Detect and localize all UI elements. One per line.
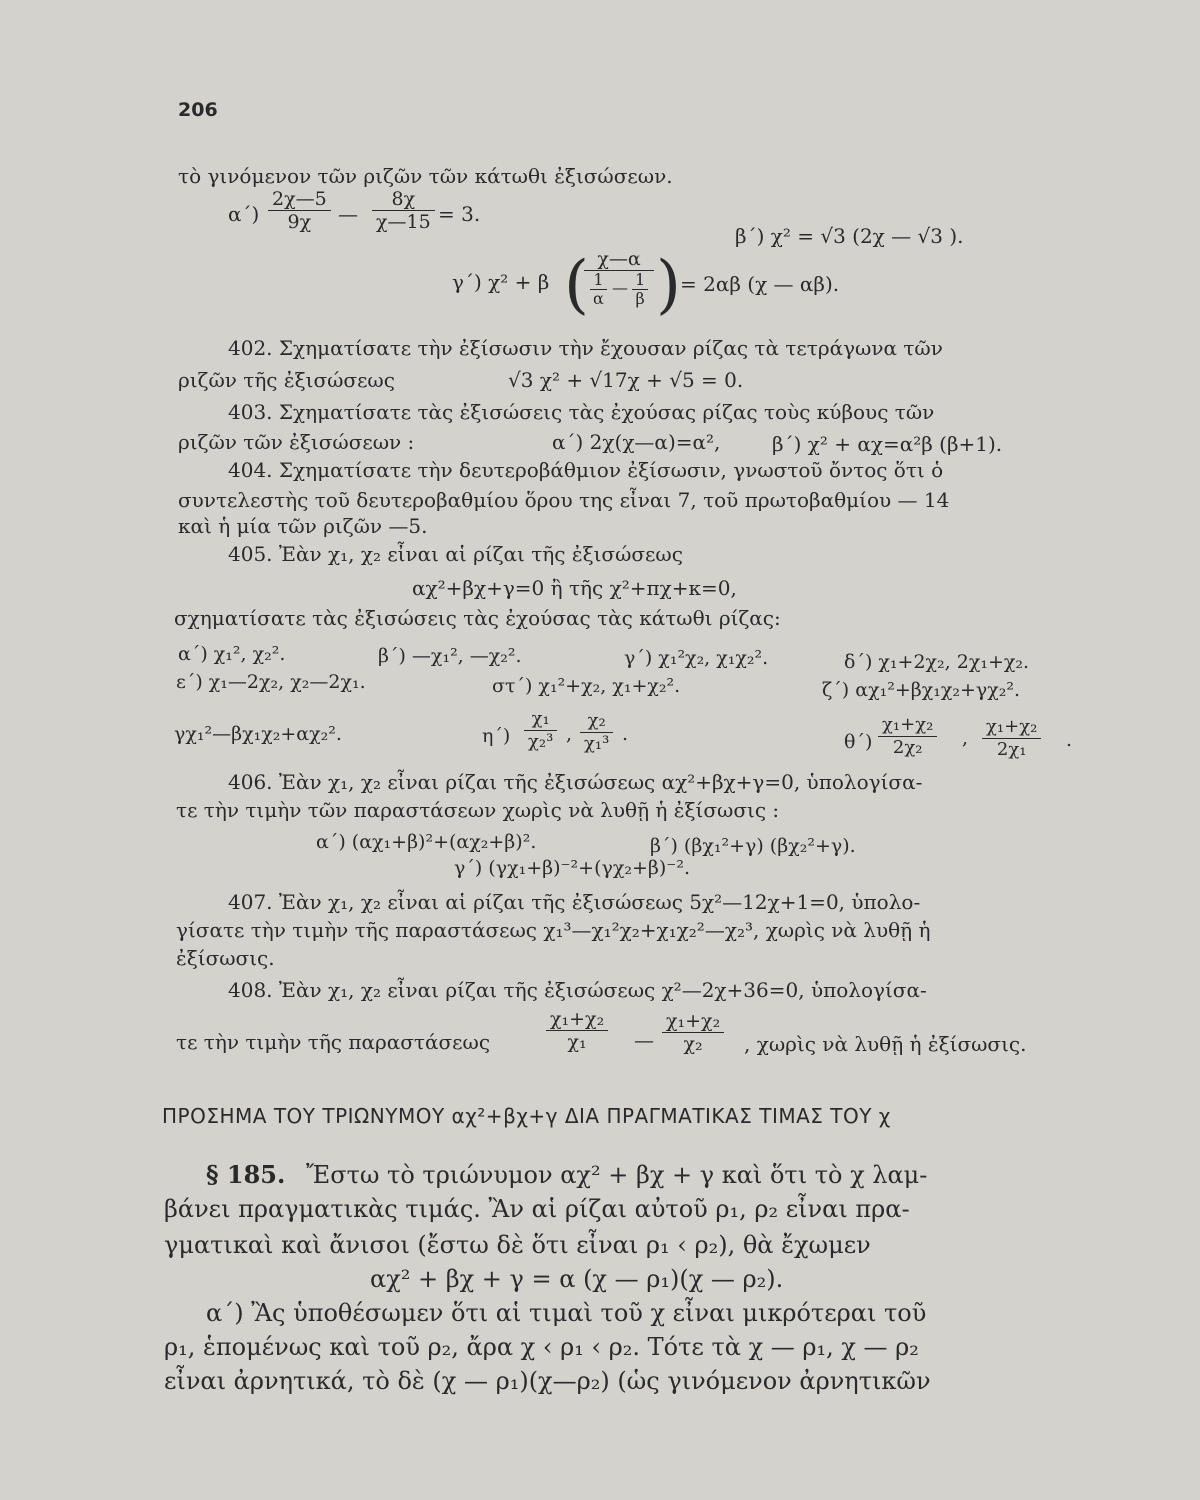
ex406-a: α΄) (αχ₁+β)²+(αχ₂+β)². xyxy=(316,831,537,853)
ex405-z-cont: γχ₁²—βχ₁χ₂+αχ₂². xyxy=(174,723,342,745)
frac-numerator: χ₁+χ₂ xyxy=(982,716,1041,739)
ex403-line1: 403. Σχηματίσατε τὰς ἐξισώσεις τὰς ἐχούσας ρίζας τοὺς κύβους τῶν xyxy=(228,400,935,424)
ex401-c-lhs: γ΄) χ² + β xyxy=(452,270,550,294)
ex406-line2: τε τὴν τιμὴν τῶν παραστάσεων χωρὶς νὰ λυθῇ ἡ ἐξίσωσις : xyxy=(176,798,780,822)
ex408-frac2 xyxy=(662,1010,724,1055)
ex405-line3: σχηματίσατε τὰς ἐξισώσεις τὰς ἐχούσας τὰς κάτωθι ρίζας: xyxy=(174,606,781,630)
ex408-minus: — xyxy=(634,1028,654,1052)
ex401-a-rhs: = 3. xyxy=(438,202,481,226)
ex405-h-frac1 xyxy=(524,708,557,753)
ex401-a-frac2 xyxy=(372,188,435,233)
inner-minus: — xyxy=(612,278,628,297)
ex404-line2: συντελεστὴς τοῦ δευτεροβαθμίου ὅρου της εἶναι 7, τοῦ πρωτοβαθμίου — 14 xyxy=(178,488,950,512)
frac-numerator: 8χ xyxy=(372,188,435,211)
s185-line4: αχ² + βχ + γ = α (χ — ρ₁)(χ — ρ₂). xyxy=(370,1265,784,1293)
frac-numerator: χ—α xyxy=(584,248,654,271)
frac-numerator: χ₁+χ₂ xyxy=(662,1010,724,1033)
ex405-z: ζ΄) αχ₁²+βχ₁χ₂+γχ₂². xyxy=(822,679,1021,701)
frac-denominator xyxy=(584,271,654,311)
frac-numerator: χ₂ xyxy=(580,710,613,733)
ex407-line1: 407. Ἐὰν χ₁, χ₂ εἶναι αἱ ρίζαι τῆς ἐξισώσεως 5χ²—12χ+1=0, ὑπολο- xyxy=(228,890,921,914)
s185-line7: εἶναι ἀρνητικά, τὸ δὲ (χ — ρ₁)(χ—ρ₂) (ὡς γινόμενον ἀρνητικῶν xyxy=(164,1367,931,1395)
ex405-d: δ΄) χ₁+2χ₂, 2χ₁+χ₂. xyxy=(844,651,1030,673)
paren-close: ) xyxy=(656,248,681,322)
section-heading: ΠΡΟΣΗΜΑ ΤΟΥ ΤΡΙΩΝΥΜΟΥ αχ²+βχ+γ ΔΙΑ ΠΡΑΓΜΑΤΙΚΑΣ ΤΙΜΑΣ ΤΟΥ χ xyxy=(162,1104,891,1128)
s185-line5: α΄) Ἂς ὑποθέσωμεν ὅτι αἱ τιμαὶ τοῦ χ εἶναι μικρότεραι τοῦ xyxy=(206,1299,927,1327)
s185-line3: γματικαὶ καὶ ἄνισοι (ἔστω δὲ ὅτι εἶναι ρ₁ ‹ ρ₂), θὰ ἔχωμεν xyxy=(164,1231,871,1259)
s185-line1: Ἔστω τὸ τριώνυμον αχ² + βχ + γ καὶ ὅτι τὸ χ λαμ- xyxy=(306,1161,928,1189)
ex405-c: γ΄) χ₁²χ₂, χ₁χ₂². xyxy=(624,647,769,669)
ex408-line1: 408. Ἐὰν χ₁, χ₂ εἶναι ρίζαι τῆς ἐξισώσεως χ²—2χ+36=0, ὑπολογίσα- xyxy=(228,978,927,1002)
ex402-line2b: √3 χ² + √17χ + √5 = 0. xyxy=(508,368,744,392)
ex401-a-frac1 xyxy=(268,188,331,233)
section-mark: § 185. xyxy=(206,1160,286,1189)
frac-denominator: χ₂³ xyxy=(528,731,554,752)
ex404-line3: καὶ ἡ μία τῶν ριζῶν —5. xyxy=(178,514,428,538)
ex405-th-comma: , xyxy=(962,727,969,749)
ex406-b: β΄) (βχ₁²+γ) (βχ₂²+γ). xyxy=(650,835,856,857)
paren-open: ( xyxy=(564,248,589,322)
frac-denominator: χ₁ xyxy=(567,1031,587,1053)
frac-denominator: 9χ xyxy=(287,211,312,233)
ex405-h-comma: , xyxy=(566,723,573,745)
ex401-a-minus: — xyxy=(338,202,358,226)
ex405-th-end: . xyxy=(1066,729,1073,751)
ex403-line2b: α΄) 2χ(χ—α)=α², xyxy=(552,430,721,454)
frac-numerator: χ₁ xyxy=(524,708,557,731)
ex401-c-frac xyxy=(584,248,654,311)
ex402-line1: 402. Σχηματίσατε τὴν ἐξίσωσιν τὴν ἔχουσαν ρίζας τὰ τετράγωνα τῶν xyxy=(228,336,943,360)
ex408-line2b: , χωρὶς νὰ λυθῇ ἡ ἐξίσωσις. xyxy=(744,1032,1027,1056)
inner-num: 1 xyxy=(590,271,607,290)
ex405-b: β΄) —χ₁², —χ₂². xyxy=(378,645,522,667)
ex405-h-frac2 xyxy=(580,710,613,755)
ex405-th-label: θ΄) xyxy=(844,731,873,753)
ex405-line1: 405. Ἐὰν χ₁, χ₂ εἶναι αἱ ρίζαι τῆς ἐξισώσεως xyxy=(228,542,683,566)
inner-den: α xyxy=(593,289,604,308)
frac-denominator: 2χ₁ xyxy=(996,739,1027,760)
page-number: 206 xyxy=(178,99,218,121)
ex405-a: α΄) χ₁², χ₂². xyxy=(178,643,286,665)
ex405-h-end: . xyxy=(622,723,629,745)
ex407-line2: γίσατε τὴν τιμὴν τῆς παραστάσεως χ₁³—χ₁²χ₂+χ₁χ₂²—χ₂³, χωρὶς νὰ λυθῇ ἡ xyxy=(176,918,931,942)
frac-denominator: 2χ₂ xyxy=(892,737,923,758)
frac-denominator: χ—15 xyxy=(376,211,431,233)
ex407-line3: ἐξίσωσις. xyxy=(176,946,275,970)
ex405-st: στ΄) χ₁²+χ₂, χ₁+χ₂². xyxy=(492,675,681,697)
ex401-c-rhs: = 2αβ (χ — αβ). xyxy=(680,272,840,296)
ex405-h-label: η΄) xyxy=(482,725,511,747)
intro-line: τὸ γινόμενον τῶν ριζῶν τῶν κάτωθι ἐξισώσεων. xyxy=(178,164,673,188)
ex408-frac1 xyxy=(546,1008,608,1053)
ex401-a-label: α΄) xyxy=(228,202,260,226)
ex402-line2a: ριζῶν τῆς ἐξισώσεως xyxy=(178,368,395,392)
ex401-b: β΄) χ² = √3 (2χ — √3 ). xyxy=(735,224,964,248)
ex406-c: γ΄) (γχ₁+β)⁻²+(γχ₂+β)⁻². xyxy=(454,857,690,879)
ex405-line2: αχ²+βχ+γ=0 ἢ τῆς χ²+πχ+κ=0, xyxy=(412,576,737,600)
ex408-line2a: τε τὴν τιμὴν τῆς παραστάσεως xyxy=(176,1030,491,1054)
inner-frac-1 xyxy=(590,271,607,308)
inner-num: 1 xyxy=(632,271,648,290)
ex404-line1: 404. Σχηματίσατε τὴν δευτεροβάθμιον ἐξίσωσιν, γνωστοῦ ὄντος ὅτι ὁ xyxy=(228,458,944,482)
ex403-line2c: β΄) χ² + αχ=α²β (β+1). xyxy=(772,432,1003,456)
ex406-line1: 406. Ἐὰν χ₁, χ₂ εἶναι ρίζαι τῆς ἐξισώσεως αχ²+βχ+γ=0, ὑπολογίσα- xyxy=(228,770,923,794)
frac-numerator: χ₁+χ₂ xyxy=(878,714,937,737)
s185-line2: βάνει πραγματικὰς τιμάς. Ἂν αἱ ρίζαι αὐτοῦ ρ₁, ρ₂ εἶναι πρα- xyxy=(164,1195,910,1223)
ex405-th-frac1 xyxy=(878,714,937,759)
s185-line6: ρ₁, ἑπομένως καὶ τοῦ ρ₂, ἄρα χ ‹ ρ₁ ‹ ρ₂. Τότε τὰ χ — ρ₁, χ — ρ₂ xyxy=(164,1333,919,1361)
frac-denominator: χ₂ xyxy=(683,1033,703,1055)
inner-den: β xyxy=(635,289,645,308)
frac-numerator: χ₁+χ₂ xyxy=(546,1008,608,1031)
frac-numerator: 2χ—5 xyxy=(268,188,331,211)
inner-frac-2 xyxy=(632,271,648,308)
ex403-line2a: ριζῶν τῶν ἐξισώσεων : xyxy=(178,430,415,454)
frac-denominator: χ₁³ xyxy=(584,733,610,754)
ex405-th-frac2 xyxy=(982,716,1041,761)
ex405-e: ε΄) χ₁—2χ₂, χ₂—2χ₁. xyxy=(176,671,366,693)
